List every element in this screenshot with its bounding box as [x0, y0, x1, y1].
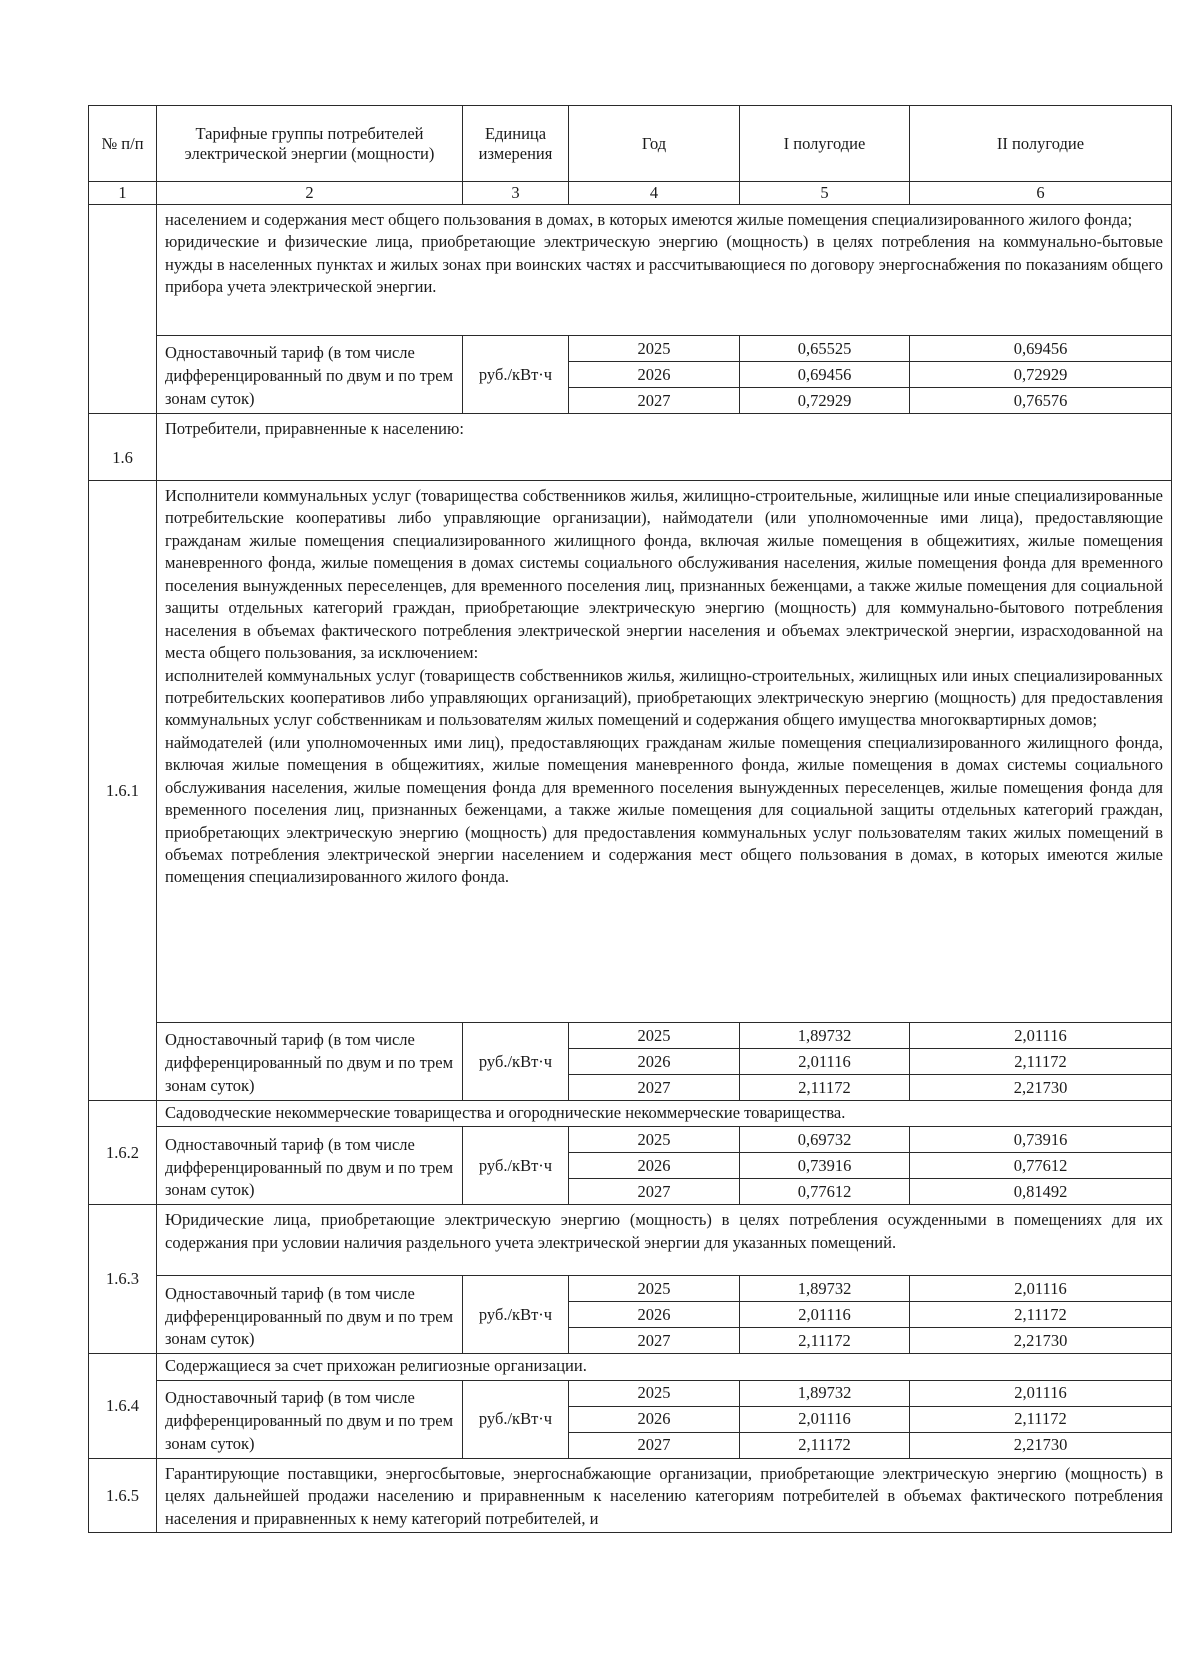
description-paragraph: Потребители, приравненные к населению: — [165, 419, 464, 438]
year-cell: 2026 — [569, 362, 740, 388]
section-description-row — [89, 1458, 1172, 1532]
year-cell: 2026 — [569, 1302, 740, 1328]
header-col-number: № п/п — [89, 106, 157, 182]
header-col-unit: Единица измерения — [463, 106, 569, 182]
section-number — [89, 205, 157, 414]
half2-value: 2,01116 — [910, 1023, 1172, 1049]
description-paragraph: исполнителей коммунальных услуг (товариществ собственников жилья, жилищно-строительных, жилищных или иных специализированных потребительских кооперативов либо управляющих организаций), приобретающих электрическую энергию (мощность) для предоставления коммунальных услуг собственникам и пользователям жилых помещений и содержания общего имущества многоквартирных домов; — [165, 665, 1163, 730]
tariff-label: Одноставочный тариф (в том числе дифференцированный по двум и по трем зонам суток) — [157, 336, 463, 414]
section-number: 1.6.4 — [89, 1354, 157, 1458]
half1-value: 2,01116 — [740, 1302, 910, 1328]
description-paragraph: Гарантирующие поставщики, энергосбытовые, энергоснабжающие организации, приобретающие электрическую энергию (мощность) в целях дальнейшей продажи населению и приравненным к населению категориям потребителей в объемах фактического потребления населения и приравненных к нему категорий потребителей, и — [165, 1463, 1163, 1528]
half2-value: 2,21730 — [910, 1075, 1172, 1101]
half1-value: 2,11172 — [740, 1075, 910, 1101]
tariff-row — [89, 1276, 1172, 1302]
header-col-group: Тарифные группы потребителей электрической энергии (мощности) — [157, 106, 463, 182]
tariff-row — [89, 1380, 1172, 1406]
half2-value: 0,81492 — [910, 1179, 1172, 1205]
year-cell: 2025 — [569, 1380, 740, 1406]
tariff-unit: руб./кВт·ч — [463, 1127, 569, 1205]
half2-value: 0,72929 — [910, 362, 1172, 388]
description-paragraph: наймодателей (или уполномоченных ими лиц), предоставляющих гражданам жилые помещения специализированного жилищного фонда, включая жилые помещения в общежитиях, жилые помещения маневренного фонда, жилые помещения в домах системы социального обслуживания населения, жилые помещения фонда для временного поселения вынужденных переселенцев, жилые помещения фонда для временного поселения лиц, признанных беженцами, а также жилые помещения для социальной защиты отдельных категорий граждан, приобретающих электрическую энергию (мощность) для предоставления коммунальных услуг пользователям таких жилых помещений в объемах потребления электрической энергии населением и содержания мест общего пользования в домах, в которых имеются жилые помещения специализированного жилого фонда. — [165, 732, 1163, 887]
half2-value: 0,73916 — [910, 1127, 1172, 1153]
half2-value: 2,11172 — [910, 1049, 1172, 1075]
half2-value: 2,11172 — [910, 1406, 1172, 1432]
half1-value: 0,73916 — [740, 1153, 910, 1179]
section-number: 1.6.2 — [89, 1101, 157, 1205]
half1-value: 1,89732 — [740, 1380, 910, 1406]
year-cell: 2027 — [569, 388, 740, 414]
tariff-label: Одноставочный тариф (в том числе дифференцированный по двум и по трем зонам суток) — [157, 1023, 463, 1101]
half1-value: 2,11172 — [740, 1432, 910, 1458]
description-paragraph: Юридические лица, приобретающие электрическую энергию (мощность) в целях потребления осужденными в помещениях для их содержания при условии наличия раздельного учета электрической энергии для указанных помещений. — [165, 1210, 1163, 1252]
description-paragraph: Садоводческие некоммерческие товарищества и огороднические некоммерческие товарищества. — [165, 1103, 846, 1122]
year-cell: 2027 — [569, 1075, 740, 1101]
half2-value: 2,21730 — [910, 1432, 1172, 1458]
column-number: 6 — [910, 182, 1172, 205]
section-description — [157, 481, 1172, 1023]
year-cell: 2025 — [569, 1023, 740, 1049]
header-col-half2: II полугодие — [910, 106, 1172, 182]
half2-value: 2,11172 — [910, 1302, 1172, 1328]
tariff-unit: руб./кВт·ч — [463, 1023, 569, 1101]
half2-value: 2,21730 — [910, 1328, 1172, 1354]
section-description-row — [89, 205, 1172, 336]
year-cell: 2026 — [569, 1049, 740, 1075]
year-cell: 2027 — [569, 1328, 740, 1354]
section-number: 1.6.1 — [89, 481, 157, 1101]
section-description — [157, 205, 1172, 336]
year-cell: 2027 — [569, 1179, 740, 1205]
section-number: 1.6 — [89, 414, 157, 481]
section-description-row — [89, 1354, 1172, 1380]
year-cell: 2026 — [569, 1153, 740, 1179]
section-description — [157, 1458, 1172, 1532]
year-cell: 2025 — [569, 1276, 740, 1302]
year-cell: 2025 — [569, 336, 740, 362]
tariff-label: Одноставочный тариф (в том числе дифференцированный по двум и по трем зонам суток) — [157, 1380, 463, 1458]
half1-value: 0,72929 — [740, 388, 910, 414]
half1-value: 2,11172 — [740, 1328, 910, 1354]
section-description-row — [89, 414, 1172, 481]
section-description-row — [89, 481, 1172, 1023]
half1-value: 2,01116 — [740, 1049, 910, 1075]
column-number: 4 — [569, 182, 740, 205]
half1-value: 0,65525 — [740, 336, 910, 362]
section-description — [157, 1205, 1172, 1276]
column-number: 2 — [157, 182, 463, 205]
header-row — [89, 106, 1172, 182]
year-cell: 2025 — [569, 1127, 740, 1153]
half1-value: 1,89732 — [740, 1276, 910, 1302]
section-description — [157, 1101, 1172, 1127]
half2-value: 0,69456 — [910, 336, 1172, 362]
section-description — [157, 1354, 1172, 1380]
tariff-row — [89, 1023, 1172, 1049]
half2-value: 2,01116 — [910, 1380, 1172, 1406]
tariff-label: Одноставочный тариф (в том числе дифференцированный по двум и по трем зонам суток) — [157, 1127, 463, 1205]
tariff-row — [89, 1127, 1172, 1153]
section-description-row — [89, 1101, 1172, 1127]
column-number: 5 — [740, 182, 910, 205]
section-description-row — [89, 1205, 1172, 1276]
header-col-year: Год — [569, 106, 740, 182]
tariff-unit: руб./кВт·ч — [463, 1380, 569, 1458]
header-col-half1: I полугодие — [740, 106, 910, 182]
description-paragraph: Исполнители коммунальных услуг (товарищества собственников жилья, жилищно-строительные, жилищные или иные специализированные потребительские кооперативы либо управляющие организации), наймодатели (или уполномоченные ими лица), предоставляющие гражданам жилые помещения специализированного жилищного фонда, включая жилые помещения в общежитиях, жилые помещения маневренного фонда, жилые помещения в домах системы социального обслуживания населения, жилые помещения фонда для временного поселения вынужденных переселенцев, для временного поселения лиц, признанных беженцами, а также жилые помещения для социальной защиты отдельных категорий граждан, приобретающие электрическую энергию (мощность) для коммунально-бытового потребления населения в объемах фактического потребления электрической энергии населения и объемах электрической энергии, израсходованной на места общего пользования, за исключением: — [165, 486, 1163, 663]
section-number: 1.6.3 — [89, 1205, 157, 1354]
description-paragraph: Содержащиеся за счет прихожан религиозные организации. — [165, 1356, 587, 1376]
tariff-row — [89, 336, 1172, 362]
column-number: 1 — [89, 182, 157, 205]
half1-value: 2,01116 — [740, 1406, 910, 1432]
half1-value: 1,89732 — [740, 1023, 910, 1049]
column-number-row — [89, 182, 1172, 205]
tariff-label: Одноставочный тариф (в том числе дифференцированный по двум и по трем зонам суток) — [157, 1276, 463, 1354]
section-number: 1.6.5 — [89, 1458, 157, 1532]
half2-value: 0,77612 — [910, 1153, 1172, 1179]
half2-value: 2,01116 — [910, 1276, 1172, 1302]
year-cell: 2027 — [569, 1432, 740, 1458]
half1-value: 0,69732 — [740, 1127, 910, 1153]
tariff-unit: руб./кВт·ч — [463, 1276, 569, 1354]
section-description — [157, 414, 1172, 481]
half1-value: 0,77612 — [740, 1179, 910, 1205]
half1-value: 0,69456 — [740, 362, 910, 388]
tariff-unit: руб./кВт·ч — [463, 336, 569, 414]
description-paragraph: населением и содержания мест общего пользования в домах, в которых имеются жилые помещения специализированного жилого фонда; — [165, 210, 1133, 229]
column-number: 3 — [463, 182, 569, 205]
year-cell: 2026 — [569, 1406, 740, 1432]
tariff-table — [88, 105, 1172, 1533]
description-paragraph: юридические и физические лица, приобретающие электрическую энергию (мощность) в целях потребления на коммунально-бытовые нужды в населенных пунктах и жилых зонах при воинских частях и рассчитывающиеся по договору энергоснабжения по показаниям общего прибора учета электрической энергии. — [165, 232, 1163, 297]
half2-value: 0,76576 — [910, 388, 1172, 414]
